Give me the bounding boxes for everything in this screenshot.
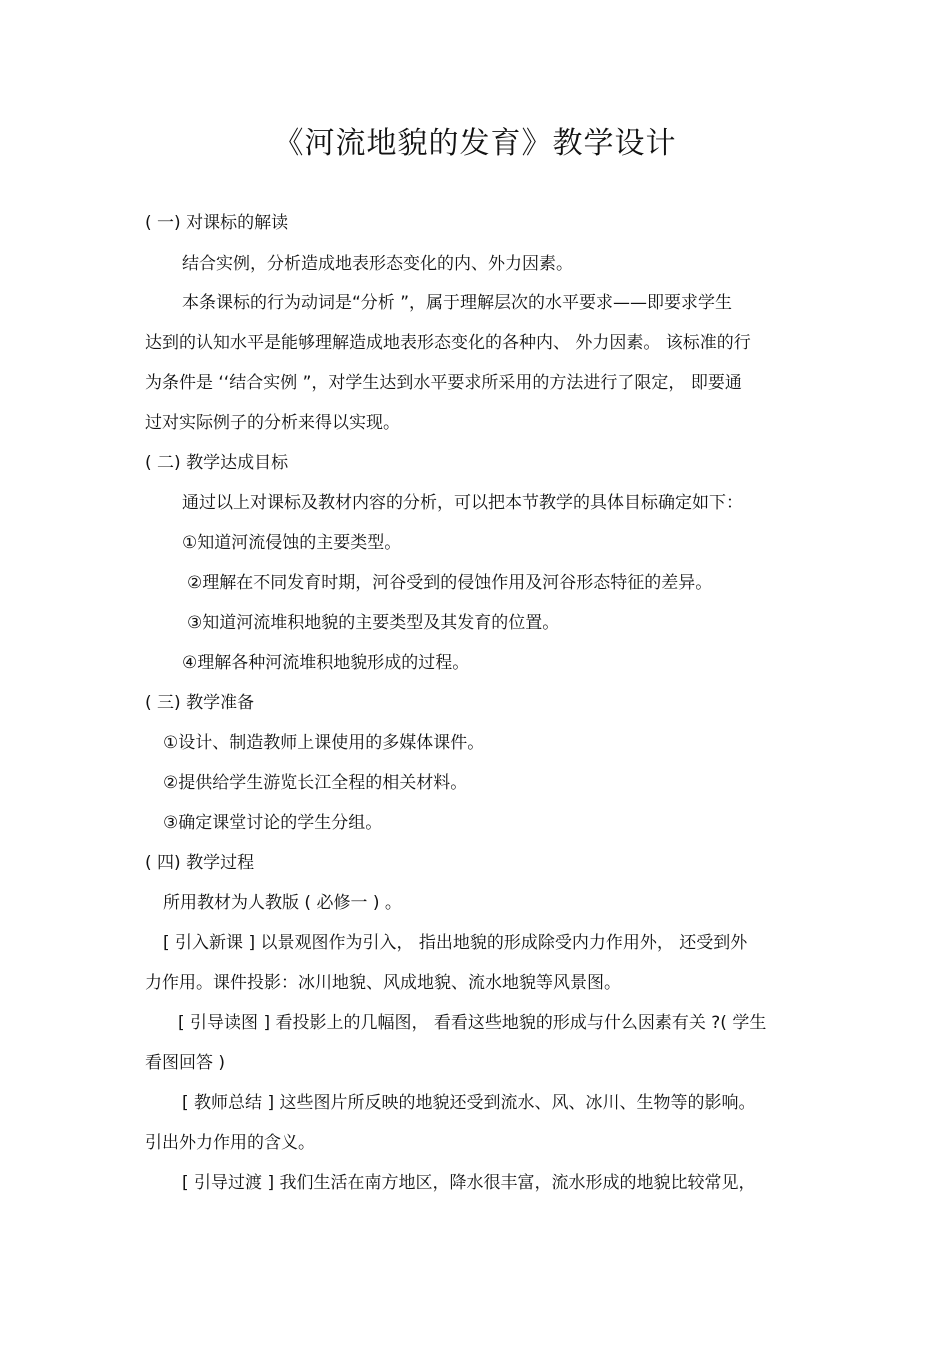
preparation-item: ①设计、制造教师上课使用的多媒体课件。 [163, 733, 485, 753]
paragraph-line: [ 引导过渡 ] 我们生活在南方地区，降水很丰富，流水形成的地貌比较常见， [182, 1173, 756, 1193]
objective-item: ②理解在不同发育时期，河谷受到的侵蚀作用及河谷形态特征的差异。 [187, 573, 713, 593]
paragraph-line: [ 教师总结 ] 这些图片所反映的地貌还受到流水、风、冰川、生物等的影响。 [182, 1093, 756, 1113]
preparation-item: ③确定课堂讨论的学生分组。 [163, 813, 383, 833]
paragraph-line: 力作用。课件投影：冰川地貌、风成地貌、流水地貌等风景图。 [145, 973, 621, 993]
paragraph-line: 通过以上对课标及教材内容的分析，可以把本节教学的具体目标确定如下： [182, 493, 743, 513]
paragraph-line: 本条课标的行为动词是“分析 ”，属于理解层次的水平要求——即要求学生 [182, 293, 733, 313]
paragraph-line: [ 引入新课 ] 以景观图作为引入， 指出地貌的形成除受内力作用外， 还受到外 [163, 933, 748, 953]
paragraph-line: 所用教材为人教版 ( 必修一 ) 。 [163, 893, 402, 913]
objective-item: ③知道河流堆积地貌的主要类型及其发育的位置。 [187, 613, 560, 633]
preparation-item: ②提供给学生游览长江全程的相关材料。 [163, 773, 468, 793]
objective-item: ①知道河流侵蚀的主要类型。 [182, 533, 402, 553]
paragraph-line: 引出外力作用的含义。 [145, 1133, 315, 1153]
section-heading-4: ( 四) 教学过程 [145, 853, 255, 873]
paragraph-line: 看图回答 ) [145, 1053, 226, 1073]
paragraph-line: 为条件是 ‘‘结合实例 ”，对学生达到水平要求所采用的方法进行了限定， 即要通 [145, 373, 742, 393]
section-heading-1: ( 一) 对课标的解读 [145, 213, 289, 233]
paragraph-line: 过对实际例子的分析来得以实现。 [145, 413, 400, 433]
paragraph-line: 结合实例，分析造成地表形态变化的内、外力因素。 [182, 254, 573, 274]
objective-item: ④理解各种河流堆积地貌形成的过程。 [182, 653, 470, 673]
paragraph-line: [ 引导读图 ] 看投影上的几幅图， 看看这些地貌的形成与什么因素有关 ?( 学生 [178, 1013, 767, 1033]
document-title: 《河流地貌的发育》教学设计 [273, 126, 677, 161]
section-heading-3: ( 三) 教学准备 [145, 693, 255, 713]
section-heading-2: ( 二) 教学达成目标 [145, 453, 289, 473]
paragraph-line: 达到的认知水平是能够理解造成地表形态变化的各种内、 外力因素。 该标准的行 [145, 333, 751, 353]
